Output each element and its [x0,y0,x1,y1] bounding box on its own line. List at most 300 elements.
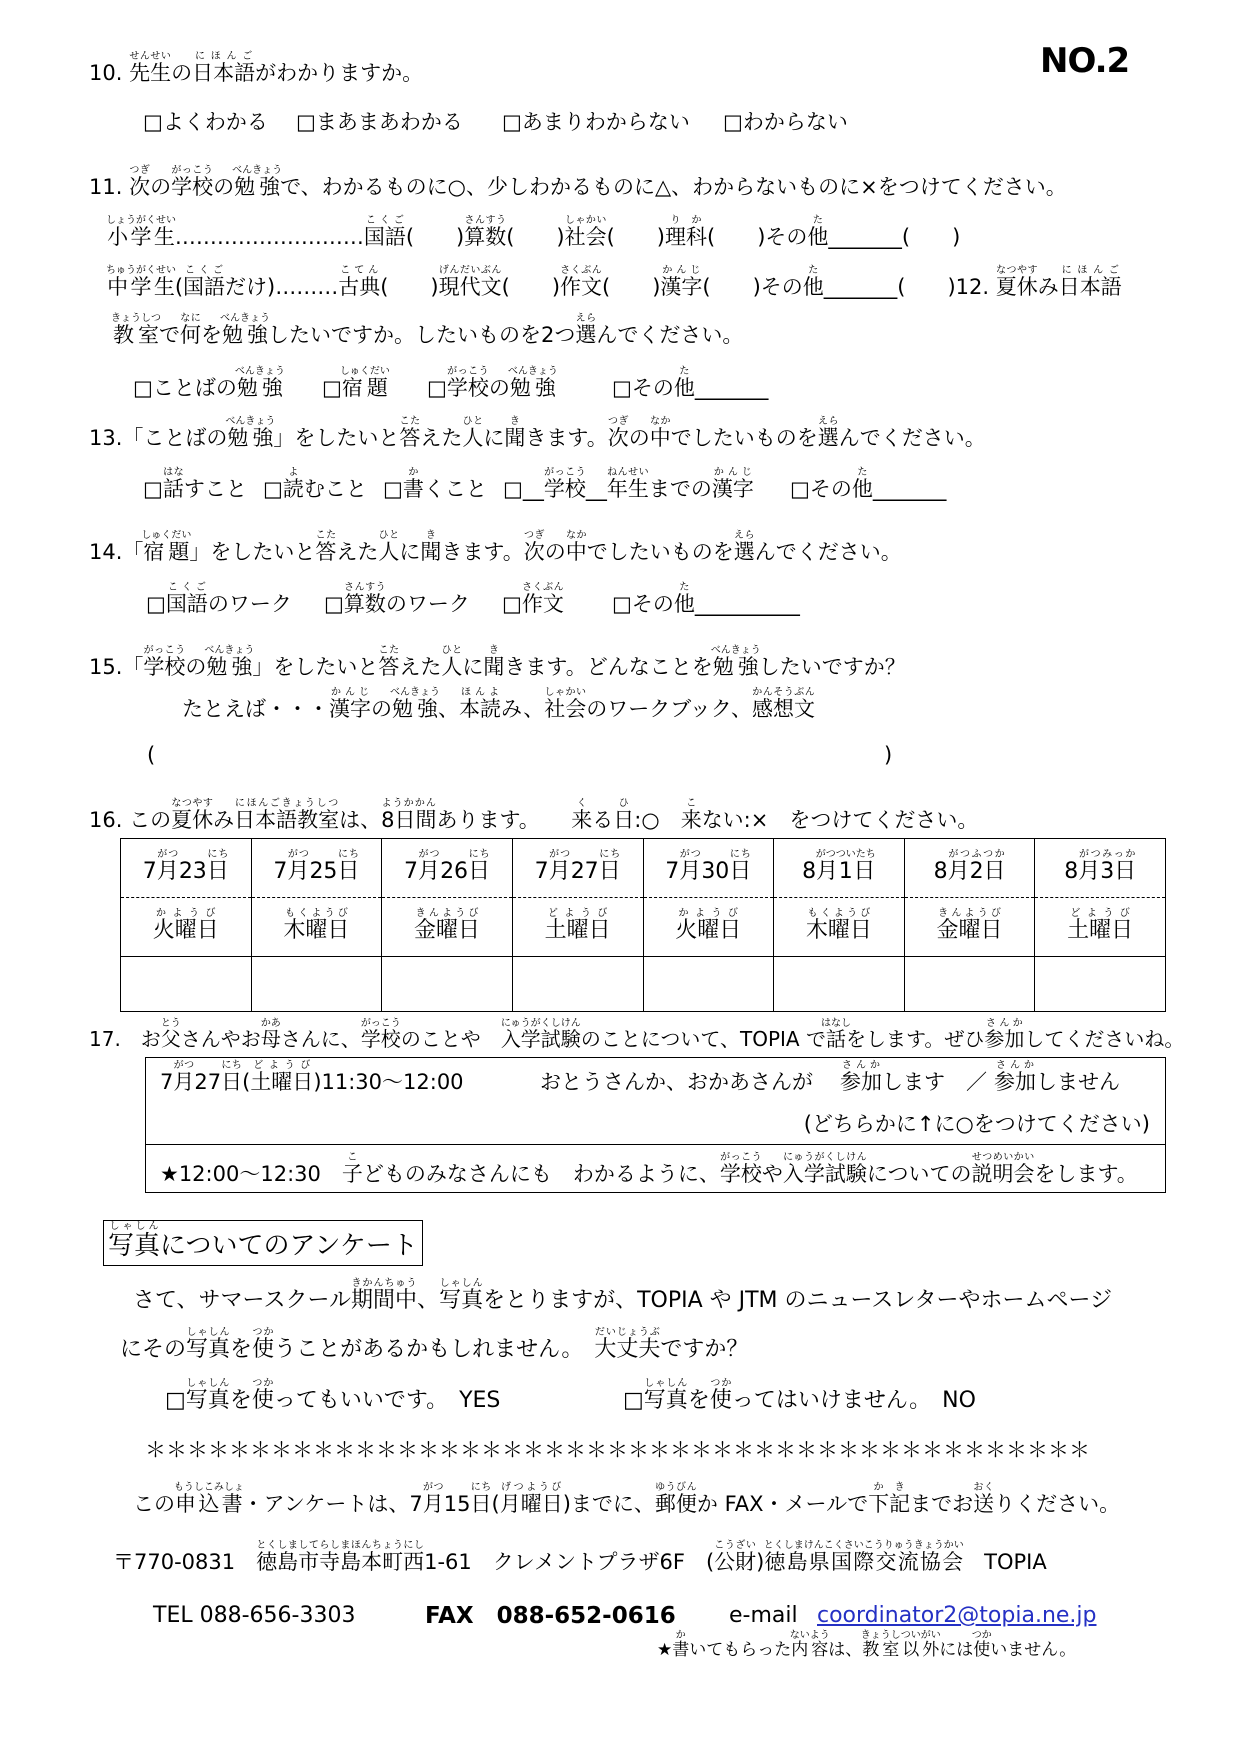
ruby-word [995,265,1038,299]
ruby-word [947,849,1006,884]
text-segment: ってもいいです。 YES [273,1388,501,1413]
asterisk-divider: ＊＊＊＊＊＊＊＊＊＊＊＊＊＊＊＊＊＊＊＊＊＊＊＊＊＊＊＊＊＊＊＊＊＊＊＊＊＊＊＊＊＊＊＊＊ [145,1438,1090,1462]
photo-no-option [623,1378,976,1418]
ruby-word [507,366,558,400]
q14-option-3 [502,582,564,621]
furigana: しゅくだい [339,366,390,377]
ruby-word [673,582,695,616]
ruby-base: 月 [418,859,441,884]
question-15 [89,645,906,684]
q11-junior-high-row [106,265,1122,304]
furigana: しゃかい [564,215,607,226]
text-segment: ( ) [606,225,665,249]
text-segment: えた [336,540,379,564]
text-segment: ) [756,1550,765,1574]
text-segment: くこと [423,477,487,501]
ruby-word [183,265,226,299]
furigana: がっこう [543,467,586,478]
text-segment: 7 [160,1070,174,1094]
ruby-word [1058,265,1122,299]
ruby-word [422,1482,444,1516]
text-segment: 10. [89,61,130,85]
furigana: た [802,265,824,276]
contact-fax: FAX 088-652-0616 [425,1603,676,1629]
text-segment: しません [1036,1070,1120,1094]
ruby-base: 宿題 [339,376,390,400]
furigana: きょうしついがい [860,1630,941,1641]
ruby-word [180,313,201,347]
ruby-base: 答 [378,655,400,679]
ruby-word [680,798,702,832]
furigana: つぎ [523,530,545,541]
question-10 [89,51,423,90]
ruby-base: 子 [341,1162,363,1186]
ruby-word [802,265,824,299]
furigana: なか [565,530,587,541]
ruby-base: 月3日 [1078,859,1137,884]
ruby-base: 日本語 [1058,275,1122,299]
furigana: く [571,798,593,809]
schedule-dates-row [121,839,1166,898]
ruby-word [483,645,505,679]
ruby-base: 日本語教室 [234,808,340,832]
q15-answer-open-paren: ( [147,743,156,767]
ruby-base: 月曜日 [499,1492,563,1516]
ruby-word [543,467,586,501]
ruby-base: 選 [733,540,755,564]
furigana: かようび [152,908,219,919]
children-session [160,1152,1138,1191]
text-segment: に [399,540,421,564]
ruby-word [714,1540,757,1574]
ruby-base: 月 [156,859,179,884]
q10-option-4 [723,105,848,139]
ruby-word [560,265,603,299]
furigana: さんか [994,1060,1036,1071]
ruby-base: 選 [575,323,597,347]
furigana: にち [337,849,360,860]
text-segment: の [171,61,193,85]
text-segment: を [229,1388,252,1413]
ruby-word [710,645,761,679]
furigana: どようび [250,1060,314,1071]
furigana: がっこう [446,366,489,377]
furigana: とくしまけんこくさいこうりゅうきょうかい [763,1540,964,1551]
ruby-word [165,582,208,616]
furigana: つか [971,1630,992,1641]
ruby-base: 中学生 [106,275,176,299]
furigana: もうしこみしょ [173,1482,244,1493]
ruby-base: 入学試験 [782,1162,867,1186]
furigana: がっこう [143,645,186,656]
furigana: しゃかい [544,687,587,698]
furigana: さんか [984,1018,1025,1029]
text-segment: を [230,1337,253,1362]
text-segment: る [592,808,614,832]
ruby-word [1078,849,1137,884]
furigana: とくしましてらしまほんちょうにし [256,1540,425,1551]
question-11 [89,165,1067,204]
ruby-word [256,1540,425,1574]
ruby-word [994,1060,1036,1094]
ruby-base: 書 [402,477,424,501]
ruby-base: 人 [378,540,400,564]
furigana: つぎ [129,165,151,176]
ruby-word [232,165,283,199]
ruby-word [548,849,571,884]
text-segment: いません。 [990,1640,1077,1660]
ruby-word [338,265,381,299]
not-attend-choice [994,1060,1120,1099]
furigana: つか [251,1378,274,1389]
ruby-word [173,1482,244,1516]
ruby-base: 勉強 [390,697,440,721]
text-segment: 7 [404,859,419,884]
date-cell [251,839,382,898]
furigana: ひ [613,798,635,809]
furigana: がつ [173,1060,195,1071]
q13-option-4 [503,467,754,506]
furigana: きんようび [936,908,1003,919]
ruby-word [660,265,703,299]
ruby-word [665,215,707,249]
ruby-base: 他 [807,225,829,249]
ruby-base: 次 [607,426,629,450]
furigana: べんきょう [234,366,285,377]
ruby-base: 教室以外 [860,1640,941,1660]
text-segment: ★ [657,1640,673,1660]
furigana: つか [252,1327,275,1338]
ruby-base: 日本語 [192,61,256,85]
text-segment: ない:× をつけてください。 [701,808,979,832]
text-segment: 」をしたいと [189,540,316,564]
attendance-cell [512,957,643,1012]
schedule-attendance-row [121,957,1166,1012]
text-segment: ( )その [702,275,803,299]
text-segment: 16. この [89,808,172,832]
ruby-word [544,908,611,943]
q12-option-3 [427,366,558,405]
ruby-base: 土曜日 [544,918,611,943]
ruby-base: 何 [180,323,201,347]
text-segment: します [882,1070,945,1094]
text-segment: 17. お [89,1027,161,1051]
furigana: ほんよ [459,687,501,698]
furigana: ひと [441,645,463,656]
furigana: とう [160,1018,181,1029]
text-segment: 」をしたいと [273,426,400,450]
text-segment: の [213,175,235,199]
ruby-base: 火曜日 [675,918,742,943]
furigana: こくご [363,215,406,226]
ruby-base: 学校 [171,175,214,199]
ruby-base: 金曜日 [414,918,481,943]
ruby-base: 勉強 [232,175,283,199]
ruby-word [185,1378,230,1413]
ruby-word [598,849,621,884]
ruby-base: 次 [129,175,151,199]
privacy-footnote [657,1630,1076,1665]
furigana: がっこう [171,165,214,176]
ruby-base: 聞 [483,655,505,679]
furigana: た [807,215,829,226]
ruby-base: 作文 [521,592,564,616]
ruby-base: 年生 [606,477,649,501]
ruby-base: 理科 [665,225,707,249]
q11-elementary-row [106,215,960,254]
q15-example [182,687,815,726]
ruby-word [106,265,176,299]
question-14 [89,530,902,569]
ruby-word [763,1540,964,1574]
ruby-word [971,1152,1035,1186]
ruby-base: 国語 [183,275,226,299]
ruby-base: 写真 [439,1288,484,1313]
ruby-word [108,1221,161,1261]
furigana: よ [282,467,304,478]
ruby-word [381,798,437,832]
ruby-word [171,165,214,199]
ruby-word [654,1482,697,1516]
furigana: なに [180,313,201,324]
text-segment: の [185,655,207,679]
text-segment: は、 [828,1640,863,1660]
ruby-base: 勉強 [507,376,558,400]
furigana: がつ [156,849,179,860]
weekday-cell [774,898,905,957]
ruby-word [329,687,371,721]
furigana: きかんちゅう [351,1278,418,1289]
text-segment: んでください。 [754,540,902,564]
text-segment: を [687,1388,710,1413]
text-segment: □ [322,376,342,400]
furigana: ひと [462,416,484,427]
ruby-word [111,313,161,347]
attendance-cell [382,957,513,1012]
furigana: こうざい [714,1540,757,1551]
ruby-word [815,849,876,884]
ruby-word [565,530,587,564]
ruby-base: 木曜日 [805,918,872,943]
text-segment: 14.「 [89,540,144,564]
ruby-word [156,849,179,884]
ruby-base: 漢字 [711,477,754,501]
ruby-word [564,215,607,249]
furigana: にち [206,849,229,860]
ruby-word [544,687,587,721]
text-segment: 」をしたいと [252,655,379,679]
text-segment: あります。 [436,808,572,832]
furigana: べんきょう [710,645,761,656]
ruby-word [643,1378,688,1413]
text-segment: □その [790,477,852,501]
ruby-word [129,51,172,85]
text-segment: □__ [503,477,544,501]
furigana: にゅうがくしけん [782,1152,867,1163]
furigana: だいじょうぶ [594,1327,661,1338]
weekday-cell [121,898,252,957]
text-segment: 7 [273,859,288,884]
ruby-base: 夏休 [995,275,1038,299]
ruby-word [251,1378,274,1413]
ruby-word [751,687,815,721]
text-segment: に [483,426,505,450]
text-segment: までの [648,477,712,501]
furigana: しゃしん [643,1378,688,1389]
ruby-base: 写真 [108,1231,161,1261]
q13-option-5 [790,467,946,506]
furigana: にち [468,849,491,860]
furigana: た [673,366,695,377]
ruby-base: 感想文 [751,697,815,721]
ruby-base: 月 [679,859,702,884]
furigana: がつついたち [815,849,876,860]
furigana: か [672,1630,690,1641]
furigana: しゃしん [185,1378,230,1389]
furigana: せんせい [129,51,172,62]
furigana: ねんせい [606,467,649,478]
ruby-base: 説明会 [971,1162,1035,1186]
ruby-word [679,849,702,884]
furigana: つぎ [607,416,629,427]
ruby-base: 来 [680,808,702,832]
ruby-base: 8日間 [381,808,437,832]
ruby-word [607,416,629,450]
ruby-word [672,1630,690,1660]
text-segment: 〒770-0831 [113,1550,257,1574]
text-segment: さて、サマースクール [133,1288,352,1313]
furigana: にち [470,1482,492,1493]
ruby-base: 小学生 [106,225,176,249]
furigana: にほんご [1058,265,1122,276]
ruby-word [709,1378,732,1413]
furigana: かようび [675,908,742,919]
text-segment: か FAX・メールで [696,1492,869,1516]
text-segment: のことについて、TOPIA で [580,1027,826,1051]
ruby-word [782,1152,867,1186]
question-16 [89,798,978,837]
ruby-word [649,416,671,450]
furigana: べんきょう [507,366,558,377]
ruby-base: 社会 [544,697,587,721]
text-segment: さんやお [180,1027,261,1051]
ruby-word [337,849,360,884]
furigana: もくようび [283,908,350,919]
furigana: き [483,645,505,656]
ruby-base: 答 [315,540,337,564]
furigana: もくようび [805,908,872,919]
furigana: さくぶん [560,265,603,276]
ruby-base: 日 [337,859,360,884]
furigana: がつ [422,1482,444,1493]
text-segment: 8 [802,859,817,884]
ruby-base: 答 [399,426,421,450]
ruby-base: 日 [206,859,229,884]
furigana: なか [649,416,671,427]
session-box-divider [146,1144,1165,1145]
text-segment: 1-61 クレメントプラザ6F ( [424,1550,715,1574]
ruby-base: 中 [565,540,587,564]
ruby-base: 送 [973,1492,995,1516]
text-segment: □ [383,477,403,501]
q13-option-2 [263,467,367,506]
text-segment: きます。 [525,426,608,450]
furigana: べんきょう [232,165,283,176]
ruby-base: 日 [468,859,491,884]
ruby-word [971,1630,992,1660]
schedule-table [120,838,1166,1012]
photo-yes-option [165,1378,500,1418]
text-segment: んでください。 [596,323,744,347]
text-segment: □ [165,1388,186,1413]
ruby-word [594,1327,661,1362]
ruby-base: 勉強 [710,655,761,679]
ruby-base: 参加 [840,1070,882,1094]
text-segment: ( ) [602,275,661,299]
ruby-word [613,798,635,832]
ruby-base: 父 [160,1027,181,1051]
contact-tel: TEL 088-656-3303 [153,1603,356,1628]
furigana: なつやす [171,798,214,809]
ruby-base: 聞 [420,540,442,564]
ruby-word [173,1060,195,1094]
text-segment: 7 [665,859,680,884]
text-segment: 8 [1064,859,1079,884]
ruby-word [414,908,481,943]
ruby-base: 入学試験 [500,1027,581,1051]
furigana: げつようび [499,1482,563,1493]
text-segment: __________ [694,592,800,616]
email-link[interactable]: coordinator2@topia.ne.jp [817,1603,1097,1628]
text-segment: 27 [194,1070,222,1094]
attendance-cell [904,957,1035,1012]
text-segment: どものみなさんにも わかるように、 [362,1162,720,1186]
ruby-word [462,416,484,450]
text-segment: で、わかるものに○、少しわかるものに△、わからないものに×をつけてください。 [280,175,1067,199]
ruby-word [719,1152,762,1186]
ruby-base: 月2日 [947,859,1006,884]
weekday-cell [643,898,774,957]
ruby-base: 本読 [459,697,501,721]
furigana: べんきょう [225,416,276,427]
furigana: がつ [287,849,310,860]
furigana: がつ [548,849,571,860]
q12-option-4 [612,366,768,405]
text-segment: ( ) [506,225,565,249]
text-segment: についての [866,1162,972,1186]
ruby-word [446,366,489,400]
ruby-word [283,908,350,943]
furigana: せつめいかい [971,1152,1035,1163]
email-label: e-mail [729,1603,798,1628]
text-segment: したいですか。したいものを2つ [268,323,576,347]
q10-option-2 [296,105,463,139]
ruby-base: 学校 [143,655,186,679]
text-segment: ・アンケートは、7 [242,1492,423,1516]
text-segment: の [544,540,566,564]
text-segment: さんに、 [280,1027,361,1051]
question-12-continued [111,313,743,352]
text-segment: すこと [183,477,247,501]
text-segment: をとりますが、TOPIA や JTM のニュースレターやホームページ [483,1288,1113,1313]
ruby-base: 使 [971,1640,992,1660]
text-segment: □ [324,592,344,616]
text-segment: 30 [701,859,730,884]
text-segment: ( ) [405,225,465,249]
text-segment: □あまりわからない [502,110,690,134]
date-cell [1035,839,1166,898]
text-segment: □その [612,376,674,400]
